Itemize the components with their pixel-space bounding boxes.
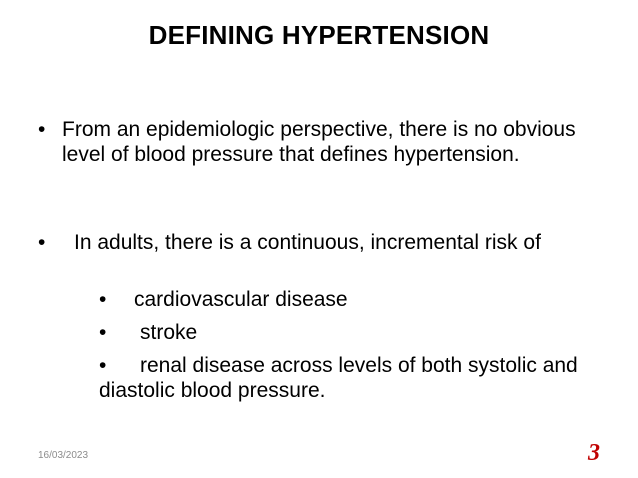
footer-date: 16/03/2023: [38, 450, 89, 461]
subbullet-marker: •: [99, 288, 107, 311]
subbullet-stroke: stroke: [140, 321, 198, 344]
bullet-marker: •: [38, 231, 46, 254]
subbullet-cardiovascular-disease: cardiovascular disease: [134, 288, 348, 311]
page-number: 3: [588, 440, 600, 466]
bullet-epidemiologic-perspective: From an epidemiologic perspective, there is no obvious level of blood pressure that defines hypertension.: [62, 118, 576, 166]
subbullet-marker: •: [99, 354, 107, 377]
bullet-continuous-risk: In adults, there is a continuous, incremental risk of: [74, 231, 541, 254]
subbullet-marker: •: [99, 321, 107, 344]
slide-title: DEFINING HYPERTENSION: [148, 20, 490, 50]
bullet-marker: •: [38, 118, 46, 141]
subbullet-renal-disease: renal disease across levels of both systolic and diastolic blood pressure.: [99, 354, 578, 402]
